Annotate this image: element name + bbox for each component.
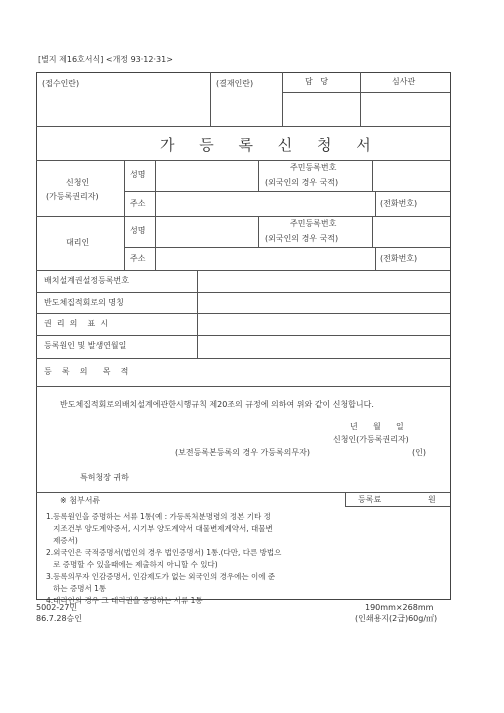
attachment-item: 4.대리인의 경우 그 대리권을 증명하는 서류 1통 xyxy=(46,596,203,605)
attachment-item: 하는 증명서 1통 xyxy=(46,584,107,593)
attachment-item: 1.등록원인을 증명하는 서류 1통(예 : 가등록처분명령의 정본 기타 정 xyxy=(46,512,271,521)
fee-unit: 원 xyxy=(428,495,436,504)
applicant-id-label: 주민등록번호 xyxy=(290,163,337,172)
agent-id-sublabel: (외국인의 경우 국적) xyxy=(265,234,339,243)
circuit-name-label: 반도체집적회로의 명칭 xyxy=(44,298,124,307)
seal-mark: (인) xyxy=(412,448,426,457)
attachment-item: 로 증명할 수 있을때에는 제출하지 아니할 수 있다) xyxy=(46,560,218,569)
attachment-item: 제증서) xyxy=(46,536,78,545)
agent-phone-label: (전화번호) xyxy=(380,254,418,263)
applicant-sign-line: 신청인(가등록권리자) xyxy=(333,435,409,444)
paper-spec: (인쇄용지(2급)60g/㎡) xyxy=(355,614,438,623)
officer-label: 담 당 xyxy=(305,77,329,86)
date-line: 년 월 일 xyxy=(350,422,404,431)
agent-label: 대리인 xyxy=(66,238,90,247)
form-title: 가 등 록 신 청 서 xyxy=(160,136,381,154)
fee-label: 등록료 xyxy=(358,495,382,504)
form-number: [별지 제16호서식] <개정 93·12·31> xyxy=(38,55,173,64)
agent-name-label: 성명 xyxy=(130,226,146,235)
cause-label: 등록원인 및 발생연월일 xyxy=(44,341,127,350)
attachments-heading: ※ 첨부서류 xyxy=(60,496,101,505)
attachment-item: 지조건부 양도계약증서, 시기부 양도계약서 대물변제계약서, 대물변 xyxy=(46,524,273,533)
attachment-item: 2.외국인은 국적증명서(법인의 경우 법인증명서) 1통.(다만, 다른 방법으 xyxy=(46,548,282,557)
applicant-address-label: 주소 xyxy=(130,199,146,208)
declaration-statement: 반도체집적회로의배치설계에관한시행규칙 제20조의 규정에 의하여 위와 같이 신청합니다. xyxy=(60,400,374,409)
attachment-item: 3.등록의무자 인감증명서, 인감제도가 없는 외국인의 경우에는 이에 준 xyxy=(46,572,276,581)
examiner-label: 심사관 xyxy=(392,77,416,86)
paper-size: 190mm×268mm xyxy=(365,603,434,612)
applicant-sublabel: (가등록권리자) xyxy=(46,192,99,201)
attachment-list xyxy=(46,512,446,606)
rights-label: 권 리 의 표 시 xyxy=(44,319,109,328)
addressee: 특허청장 귀하 xyxy=(80,473,129,482)
agent-address-label: 주소 xyxy=(130,254,146,263)
applicant-phone-label: (전화번호) xyxy=(380,199,418,208)
agent-id-label: 주민등록번호 xyxy=(290,219,337,228)
approval-seal-label: (결재인란) xyxy=(216,79,254,88)
applicant-name-label: 성명 xyxy=(130,170,146,179)
applicant-id-sublabel: (외국인의 경우 국적) xyxy=(265,178,339,187)
receipt-seal-label: (접수인란) xyxy=(42,79,80,88)
approval-date: 86.7.28승인 xyxy=(36,614,82,623)
preservation-line: (보전등록본등록의 경우 가등록의무자) xyxy=(175,448,310,457)
purpose-label: 등 록 의 목 적 xyxy=(44,367,129,376)
form-code: 5002-27민 xyxy=(36,603,78,612)
registration-number-label: 배치설계권설정등록번호 xyxy=(44,276,130,285)
applicant-label: 신청인 xyxy=(66,178,90,187)
